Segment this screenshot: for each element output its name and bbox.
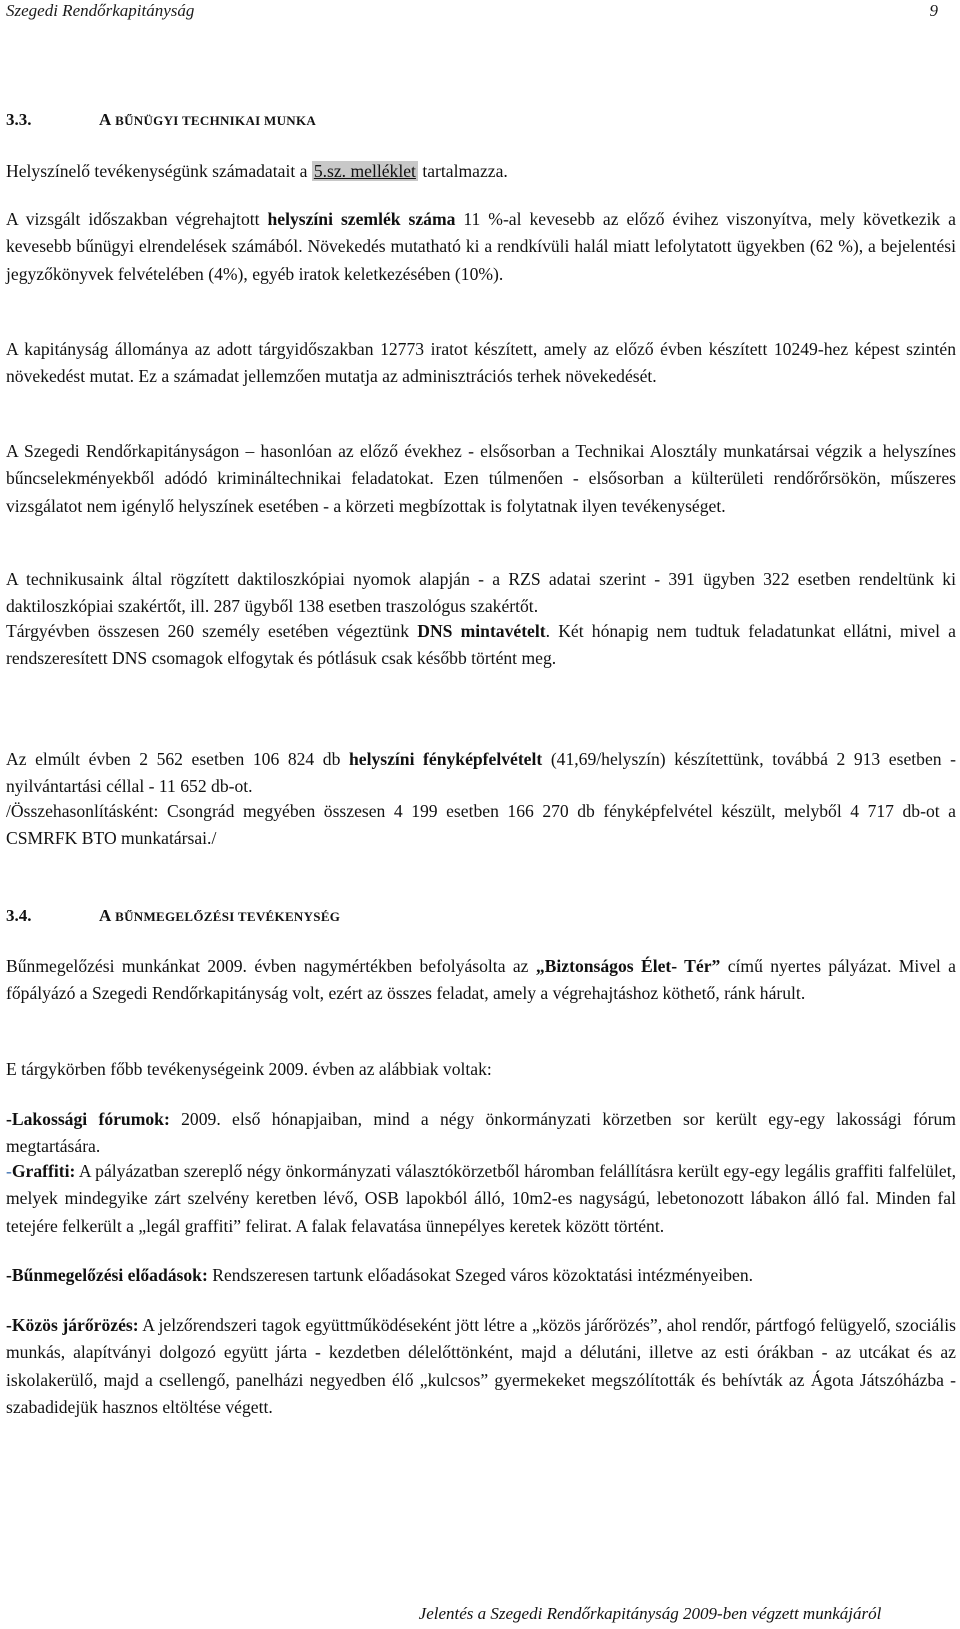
paragraph-helyszini-szemle: A vizsgált időszakban végrehajtott helyszíni szemlék száma 11 %-al kevesebb az előző évihez viszonyítva, mely következik a kevesebb bűnügyi elrendelések számából. Növekedés mutatható ki a rendkívüli halál miatt lefolytatott ügyekben (62 %), a bejelentési jegyzőkönyvek felvételében (4%), egyéb iratok keletkezésében (10%). [6, 209, 956, 284]
paragraph-dns: Tárgyévben összesen 260 személy esetében végeztünk DNS mintavételt. Két hónapig nem tudtuk feladatunkat ellátni, mivel a rendszeresített DNS csomagok elfogytak és pótlásuk csak később történt meg. [6, 621, 956, 669]
list-item-lakossagi-forum: -Lakossági fórumok: 2009. első hónapjaiban, mind a négy önkormányzati körzetben sor került egy-egy lakossági fórum megtartására. [6, 1109, 956, 1157]
paragraph-technikai-alosztaly: A Szegedi Rendőrkapitányságon – hasonlóan az előző évekhez - elsősorban a Technikai Alosztály munkatársai végzik a helyszínes bűncselekményekből adódó krimináltechnikai feladatokat. Ezen túlmenően - elsősorban a külterületi rendőrőrsökön, műszeres vizsgálatot nem igénylő helyszínek esetében - a körzeti megbízottak is folytatnak ilyen tevékenységet. [6, 441, 956, 516]
paragraph-tevekenysegek: E tárgykörben főbb tevékenységeink 2009. évben az alábbiak voltak: [6, 1059, 492, 1079]
page-number: 9 [929, 1, 938, 20]
section-title: A BŰNÜGYI TECHNIKAI MUNKA [99, 110, 317, 129]
paragraph-osszehasonlitas: /Összehasonlításként: Csongrád megyében összesen 4 199 esetben 166 270 db fényképfelvétel készült, melyből 4 717 db-ot a CSMRFK BTO munkatársai./ [6, 801, 956, 849]
page-footer [0, 1603, 960, 1625]
footer-text: Jelentés a Szegedi Rendőrkapitányság 2009-ben végzett munkájáról [418, 1604, 882, 1623]
section-number: 3.3. [6, 110, 32, 129]
section-number: 3.4. [6, 906, 32, 925]
section-heading-3-4 [6, 904, 340, 929]
list-item-eloadasok: -Bűnmegelőzési előadások: Rendszeresen tartunk előadásokat Szeged város közoktatási intézményeiben. [6, 1265, 754, 1285]
section-title: A BŰNMEGELŐZÉSI TEVÉKENYSÉG [99, 906, 341, 925]
header-title: Szegedi Rendőrkapitányság [6, 1, 195, 20]
paragraph-fenykep: Az elmúlt évben 2 562 esetben 106 824 db helyszíni fényképfelvételt (41,69/helyszín) készítettünk, továbbá 2 913 esetben - nyilvántartási céllal - 11 652 db-ot. [6, 749, 956, 797]
page-header [6, 0, 954, 22]
section-heading-3-3 [6, 108, 316, 133]
list-item-kozos-jarorozes: -Közös járőrözés: A jelzőrendszeri tagok együttműködéseként jött létre a „közös járőrözés”, ahol rendőr, pártfogó felügyelő, szociális munkás, alapítványi dolgozó együtt járta - kezdetben délelőttönként, majd a délutáni, illetve az esti órákban - az utcákat és az iskolakerülő, majd a csellengő, panelházi negyedben élő „kulcsos” gyermekeket megszólították és behívták az Ágota Játszóházba - szabadidejük hasznos eltöltése végett. [6, 1315, 956, 1418]
paragraph-daktiloszkopia: A technikusaink által rögzített daktiloszkópiai nyomok alapján - a RZS adatai szerint - 391 ügyben 322 esetben rendeltünk ki daktiloszkópiai szakértőt, ill. 287 ügyből 138 esetben traszológus szakértőt. [6, 569, 956, 617]
list-item-graffiti: -Graffiti: A pályázatban szereplő négy önkormányzati választókörzetből háromban felállításra került egy-egy legális graffiti falfelület, melyek mindegyike zárt szelvény keretben lévő, OSB lapokból álló, 10m2-es nagyságú, lebetonozott lábakon álló fal. Minden fal tetejére felkerült a „legál graffiti” felirat. A falak felavatása ünnepélyes keretek között történt. [6, 1161, 956, 1236]
paragraph-iratok: A kapitányság állománya az adott tárgyidőszakban 12773 iratot készített, amely az előző évben készített 10249-hez képest szintén növekedést mutat. Ez a számadat jellemzően mutatja az adminisztrációs terhek növekedését. [6, 339, 956, 387]
paragraph-helyszinelo: Helyszínelő tevékenységünk számadatait a 5.sz. melléklet tartalmazza. [6, 161, 508, 181]
attachment-link[interactable]: 5.sz. melléklet [313, 161, 416, 181]
paragraph-bunmegelozes: Bűnmegelőzési munkánkat 2009. évben nagymértékben befolyásolta az „Biztonságos Élet- Tér” című nyertes pályázat. Mivel a főpályázó a Szegedi Rendőrkapitányság volt, ezért az összes feladat, amely a végrehajtáshoz köthető, ránk hárult. [6, 956, 956, 1004]
